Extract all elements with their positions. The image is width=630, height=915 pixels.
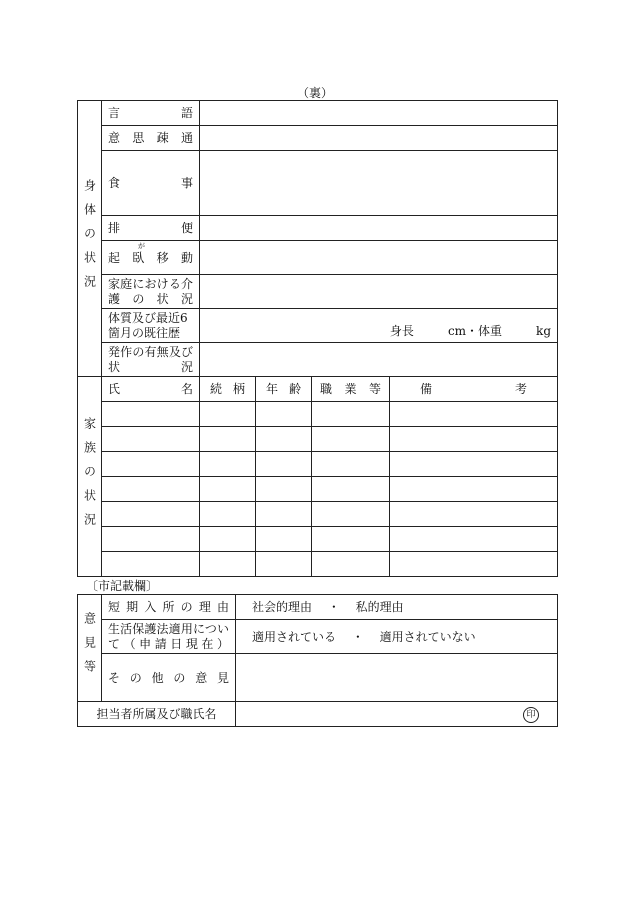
family-header-relation: 続柄	[200, 377, 256, 402]
family-cell[interactable]	[390, 452, 558, 477]
seal-mark: 印	[523, 707, 539, 723]
family-cell[interactable]	[312, 502, 390, 527]
family-cell[interactable]	[256, 402, 312, 427]
reason-separator: ・	[327, 600, 340, 614]
height-unit: cm・体重	[447, 324, 503, 338]
family-cell[interactable]	[312, 452, 390, 477]
label-communication: 意思疎通	[102, 126, 200, 151]
family-cell[interactable]	[256, 427, 312, 452]
label-meal: 食事	[102, 151, 200, 216]
field-home-care[interactable]	[200, 275, 558, 309]
welfare-separator: ・	[351, 629, 364, 644]
label-other-opinion: その他の意見	[102, 654, 236, 702]
family-cell[interactable]	[256, 527, 312, 552]
table-row	[78, 527, 558, 552]
family-cell[interactable]	[256, 502, 312, 527]
family-cell[interactable]	[200, 452, 256, 477]
opinion-group-label: 意見等	[78, 595, 102, 702]
family-cell[interactable]	[102, 502, 200, 527]
label-home-care: 家庭における介護の状況	[102, 275, 200, 309]
field-communication[interactable]	[200, 126, 558, 151]
family-cell[interactable]	[200, 427, 256, 452]
table-row	[78, 402, 558, 427]
option-welfare-not-applied[interactable]: 適用されていない	[379, 629, 476, 644]
family-group-label: 家族の状況	[78, 377, 102, 577]
label-welfare: 生活保護法適用について（申請日現在）	[102, 620, 236, 654]
family-cell[interactable]	[390, 527, 558, 552]
family-cell[interactable]	[256, 452, 312, 477]
family-header-age: 年齢	[256, 377, 312, 402]
label-language: 言語	[102, 101, 200, 126]
family-cell[interactable]	[390, 427, 558, 452]
family-cell[interactable]	[312, 427, 390, 452]
page-label: （裏）	[296, 86, 333, 100]
family-header-remarks	[390, 377, 558, 402]
label-medical-history: 体質及び最近6箇月の既往歴	[102, 309, 200, 343]
label-mobility-ruby: が	[138, 242, 145, 250]
height-label: 身長	[389, 324, 414, 338]
physical-group-label: 身体の状況	[78, 101, 102, 377]
field-welfare[interactable]	[236, 620, 558, 654]
label-mobility-text: 起臥移動	[108, 250, 193, 265]
field-other-opinion[interactable]	[236, 654, 558, 702]
table-row	[78, 552, 558, 577]
option-social-reason[interactable]: 社会的理由	[252, 600, 313, 614]
family-cell[interactable]	[390, 402, 558, 427]
family-cell[interactable]	[312, 552, 390, 577]
table-row	[78, 427, 558, 452]
field-mobility[interactable]	[200, 241, 558, 275]
field-language[interactable]	[200, 101, 558, 126]
label-reason: 短期入所の理由	[102, 595, 236, 620]
field-staff[interactable]	[236, 702, 558, 727]
family-cell[interactable]	[312, 402, 390, 427]
option-welfare-applied[interactable]: 適用されている	[252, 629, 337, 644]
table-row	[78, 477, 558, 502]
family-cell[interactable]	[200, 477, 256, 502]
family-cell[interactable]	[200, 402, 256, 427]
family-cell[interactable]	[102, 427, 200, 452]
field-seizure[interactable]	[200, 343, 558, 377]
physical-family-table	[77, 100, 558, 577]
family-cell[interactable]	[102, 527, 200, 552]
family-cell[interactable]	[200, 527, 256, 552]
option-private-reason[interactable]: 私的理由	[355, 600, 404, 614]
family-header-remarks-right: 考	[514, 382, 527, 396]
family-cell[interactable]	[390, 477, 558, 502]
label-mobility	[102, 241, 200, 275]
family-cell[interactable]	[256, 552, 312, 577]
family-cell[interactable]	[390, 552, 558, 577]
table-row	[78, 502, 558, 527]
field-reason[interactable]	[236, 595, 558, 620]
city-opinion-table	[77, 594, 558, 727]
label-staff: 担当者所属及び職氏名	[78, 702, 236, 727]
family-cell[interactable]	[312, 527, 390, 552]
label-excretion: 排便	[102, 216, 200, 241]
weight-unit: kg	[536, 324, 551, 338]
family-cell[interactable]	[102, 477, 200, 502]
family-header-name: 氏名	[102, 377, 200, 402]
family-cell[interactable]	[200, 552, 256, 577]
family-cell[interactable]	[312, 477, 390, 502]
family-cell[interactable]	[256, 477, 312, 502]
field-excretion[interactable]	[200, 216, 558, 241]
field-medical-history[interactable]	[200, 309, 558, 343]
family-cell[interactable]	[102, 402, 200, 427]
table-row	[78, 452, 558, 477]
label-seizure: 発作の有無及び状況	[102, 343, 200, 377]
family-header-occupation: 職業等	[312, 377, 390, 402]
family-cell[interactable]	[200, 502, 256, 527]
family-cell[interactable]	[102, 552, 200, 577]
family-header-remarks-left: 備	[420, 382, 433, 396]
city-section-title: 〔市記載欄〕	[86, 579, 159, 593]
family-cell[interactable]	[102, 452, 200, 477]
family-cell[interactable]	[390, 502, 558, 527]
field-meal[interactable]	[200, 151, 558, 216]
